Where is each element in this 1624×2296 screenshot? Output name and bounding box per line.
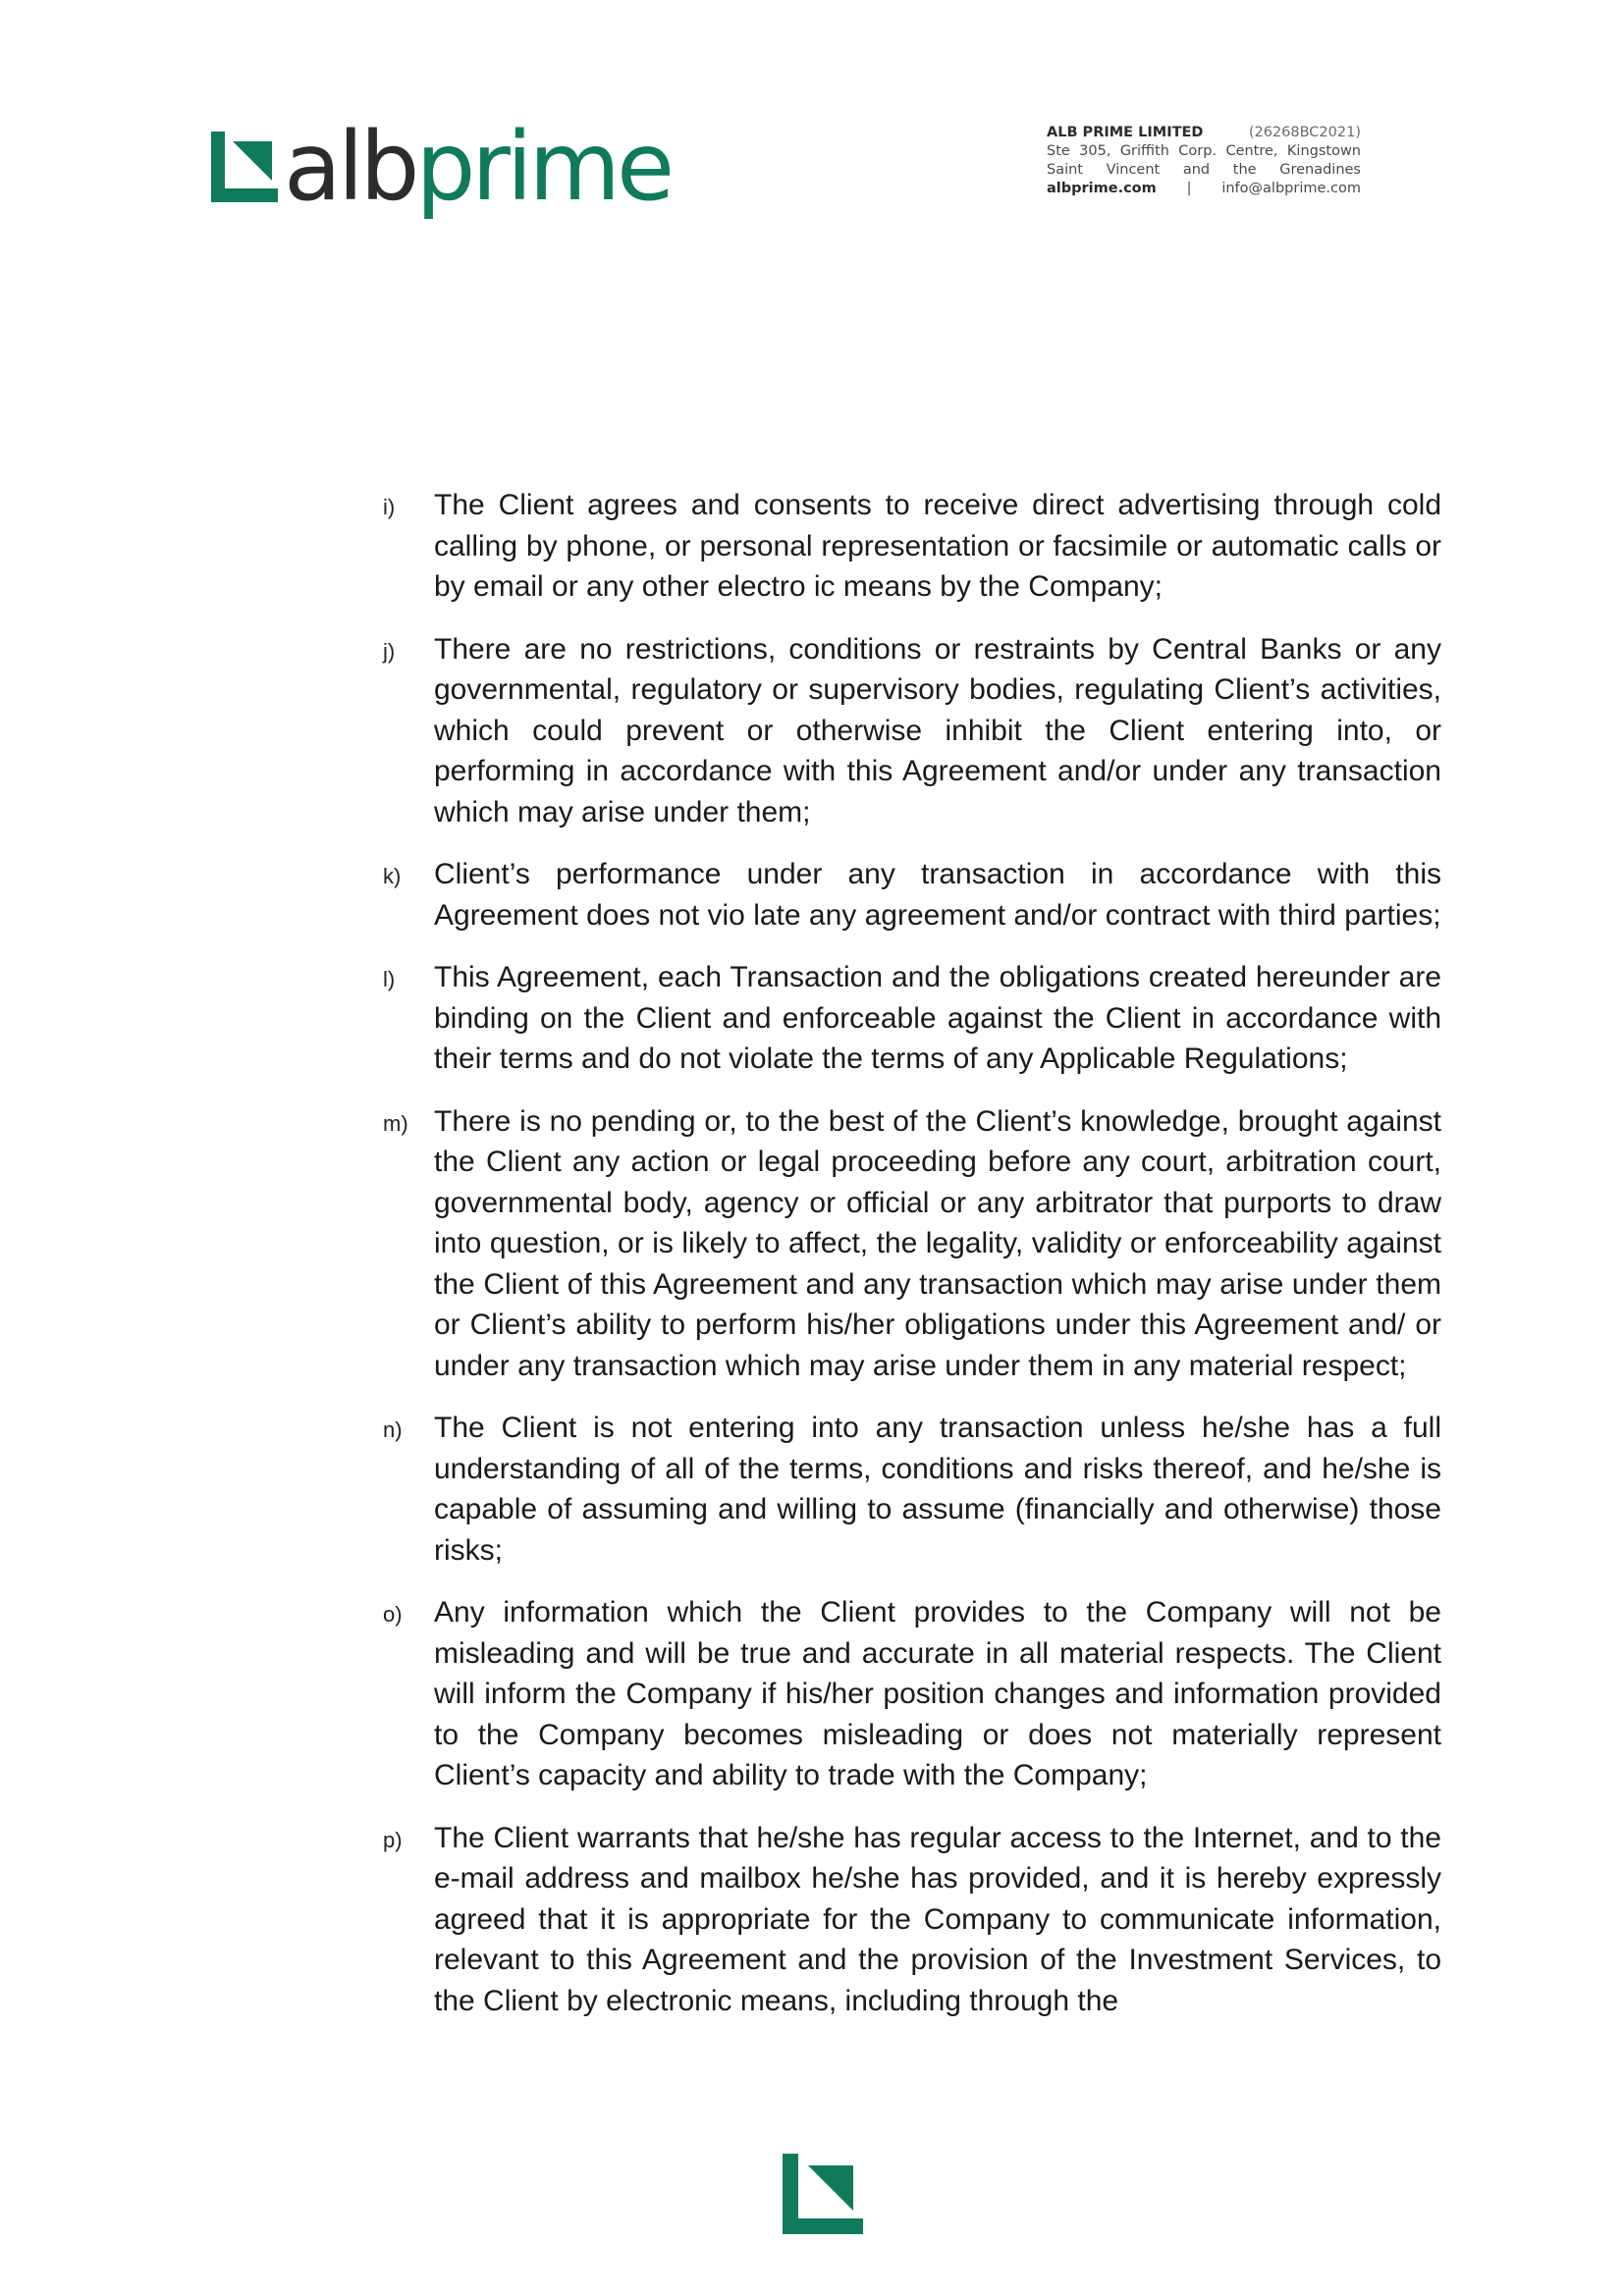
clause-item-p [383,1818,1441,2022]
clause-text: Client’s performance under any transaction in accordance with this Agreement does not vio late any agreement and/or contract with third parties; [434,858,1441,932]
clause-label: m) [383,1110,408,1136]
logo-text-alb: alb [284,112,416,222]
page-header [0,0,1624,255]
logo-wordmark [284,112,672,222]
company-contact-row [1047,180,1361,198]
logo-text-prime: prime [415,112,672,222]
company-address-line2: Saint Vincent and the Grenadines [1047,162,1361,178]
clause-label: i) [383,495,396,519]
clause-item-i [383,485,1441,608]
clause-label: p) [383,1827,403,1852]
contact-separator: | [1186,181,1192,196]
clause-text: There are no restrictions, conditions or restraints by Central Banks or any governmental, regulatory or supervisory bodies, regulating Client’s activities, which could prevent or otherwise inhibit the Client entering into, or performing in accordance with this Agreement and/or under any transaction which may arise under them; [434,632,1441,828]
clause-text: The Client warrants that he/she has regular access to the Internet, and to the e-mail address and mailbox he/she has provided, and it is hereby expressly agreed that it is appropriate for the Company to communicate information, relevant to this Agreement and the provision of the Investment Services, to the Client by electronic means, including through the [434,1821,1441,2017]
clause-text: Any information which the Client provides to the Company will not be misleading and will be true and accurate in all material respects. The Client will inform the Company if his/her position changes and information provided to the Company becomes misleading or does not materially represent Client’s capacity and ability to trade with the Company; [434,1596,1441,1791]
clause-text: There is no pending or, to the best of the Client’s knowledge, brought against the Client any action or legal proceeding before any court, arbitration court, governmental body, agency or official or any arbitrator that purports to draw into question, or is likely to affect, the legality, validity or enforceability against the Client of this Agreement and any transaction which may arise under them or Client’s ability to perform his/her obligations under this Agreement and/ or under any transaction which may arise under them in any material respect; [434,1104,1441,1382]
clause-label: j) [383,638,396,664]
clause-label: n) [383,1417,403,1442]
clause-text: This Agreement, each Transaction and the obligations created hereunder are binding on the Client and enforceable against the Client in accordance with their terms and do not violate the terms of any Applicable Regulations; [434,961,1441,1075]
company-email: info@albprime.com [1221,181,1361,196]
clause-item-j [383,629,1441,833]
company-info [1047,124,1361,198]
company-name: ALB PRIME LIMITED [1047,125,1204,140]
clause-item-l [383,957,1441,1080]
company-registration: (26268BC2021) [1248,125,1361,140]
clause-text: The Client agrees and consents to receive direct advertising through cold calling by phone, or personal representation or facsimile or automatic calls or by email or any other electro ic means by the Company; [434,489,1441,603]
company-name-row [1047,124,1361,142]
clause-label: o) [383,1602,403,1627]
clause-list [383,485,1441,2043]
company-website: albprime.com [1047,181,1157,196]
clause-item-k [383,854,1441,935]
logo-mark-icon [211,132,278,202]
clause-item-o [383,1592,1441,1796]
footer-logo-mark-icon [783,2154,863,2234]
clause-text: The Client is not entering into any transaction unless he/she has a full understanding of all of the terms, conditions and risks thereof, and he/she is capable of assuming and willing to assume (financially and otherwise) those risks; [434,1412,1441,1567]
company-logo [211,112,672,222]
clause-label: l) [383,967,396,991]
clause-item-n [383,1408,1441,1571]
clause-label: k) [383,864,402,888]
clause-item-m [383,1101,1441,1387]
company-address-line1: Ste 305, Griffith Corp. Centre, Kingstown [1047,143,1361,159]
